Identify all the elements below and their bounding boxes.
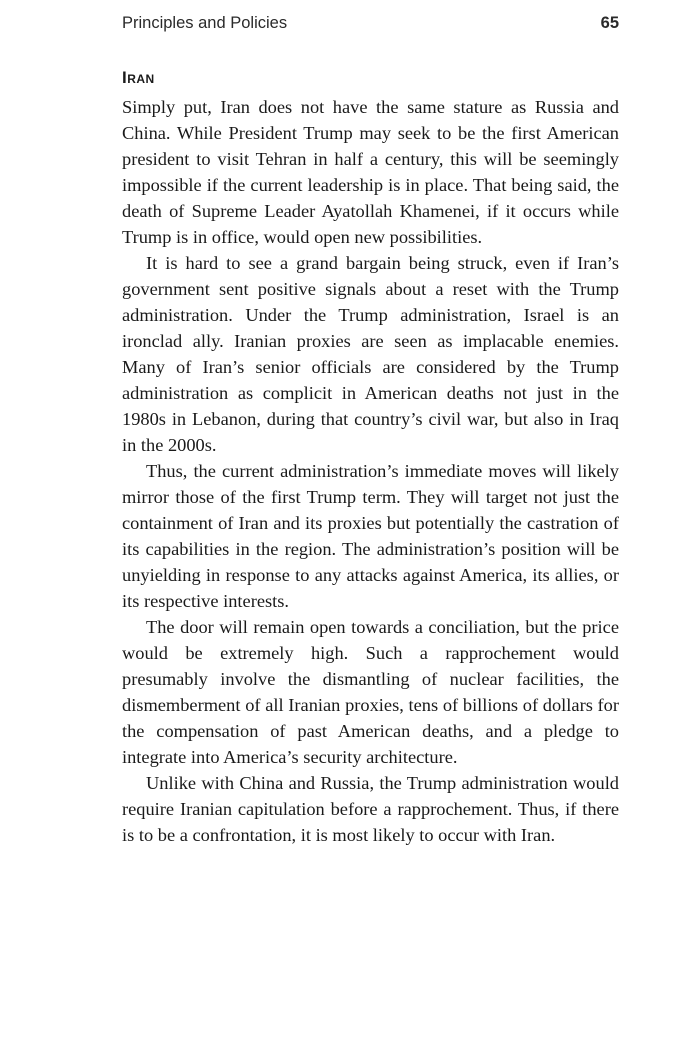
paragraph-5: Unlike with China and Russia, the Trump administration would require Iranian capitulation before a rapprochement. Thus, if there is to be a confrontation, it is most likely to occur with Iran. xyxy=(122,773,619,845)
section-heading: Iran xyxy=(122,68,155,87)
paragraph-1: Simply put, Iran does not have the same stature as Russia and China. While President Trump may seek to be the first American president to visit Tehran in half a century, this will be seemingly impossible if the current leadership is in place. That being said, the death of Supreme Leader Ayatollah Khamenei, if it occurs while Trump is in office, would open new possibilities. xyxy=(122,97,619,247)
running-title: Principles and Policies xyxy=(122,14,288,32)
paragraph-2: It is hard to see a grand bargain being struck, even if Iran’s government sent positive signals about a reset with the Trump administration. Under the Trump administration, Israel is an ironclad ally. Iranian proxies are seen as implacable enemies. Many of Iran’s senior officials are considered by the Trump administration as complicit in American deaths not just in the 1980s in Lebanon, during that country’s civil war, but also in Iraq in the 2000s. xyxy=(122,253,619,455)
paragraph-4: The door will remain open towards a conciliation, but the price would be extremely high. Such a rapprochement would presumably involve the dismantling of nuclear facilities, the dismemberment of all Iranian proxies, tens of billions of dollars for the compensation of past American deaths, and a pledge to integrate into America’s security architecture. xyxy=(122,617,619,767)
book-page xyxy=(122,0,619,1056)
paragraph-3: Thus, the current administration’s immediate moves will likely mirror those of the first Trump term. They will target not just the containment of Iran and its proxies but potentially the castration of its capabilities in the region. The administration’s position will be unyielding in response to any attacks against America, its allies, or its respective interests. xyxy=(122,461,619,611)
body-text xyxy=(122,94,619,848)
running-head xyxy=(122,14,619,36)
page-number: 65 xyxy=(600,14,619,32)
